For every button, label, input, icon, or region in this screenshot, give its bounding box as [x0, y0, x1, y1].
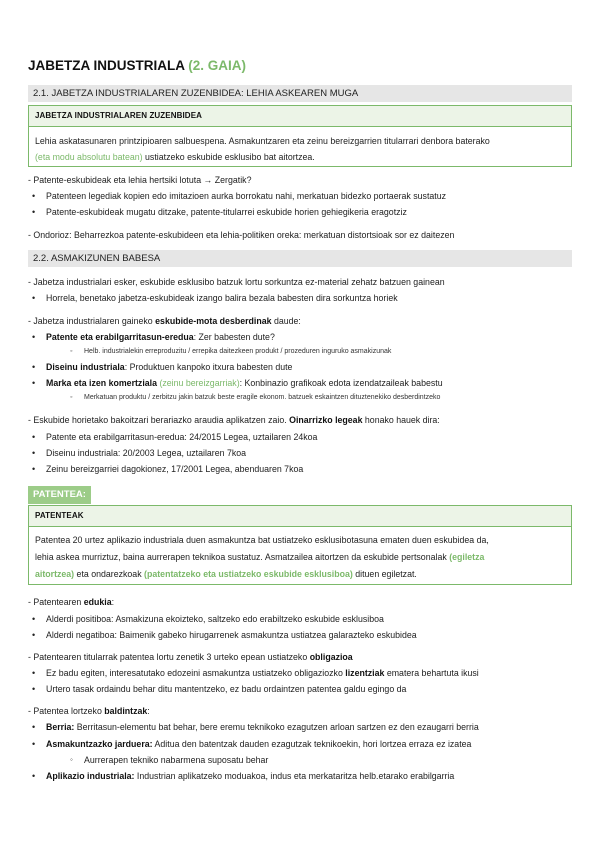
- page-title: [28, 58, 246, 73]
- list-item: • Horrela, benetako jabetza-eskubideak izango balira bezala babesten dira sorkuntza horiek: [46, 292, 398, 304]
- types-pre: - Jabetza industrialaren gaineko: [28, 316, 156, 326]
- list-item: [46, 738, 471, 750]
- b2-rest: Aditua den batentzak dauden ezagutzak teknikoekin, hori lortzea erraza ez izatea: [152, 739, 472, 749]
- definition-line-1: Lehia askatasunaren printzipioaren salbuespena. Asmakuntzaren eta zeinu bereizgarrien titularrari denbora baterako: [35, 136, 490, 146]
- sub-list-item: ◦ Merkatuan produktu / zerbitzu jakin batzuk beste eragile ekonom. batzuek eskaintzen dituztenekiko desberdintzeko: [84, 393, 440, 403]
- list-item: [46, 721, 479, 733]
- oblig-b1-bold: lizentziak: [345, 668, 385, 678]
- patent-def-text: dituen egiletzat.: [352, 569, 417, 579]
- title-accent: (2. GAIA): [188, 58, 247, 73]
- list-item: • Zeinu bereizgarriei dagokionez, 17/2001 Legea, abenduaren 7koa: [46, 463, 303, 475]
- type3-highlight: (zeinu bereizgarriak): [157, 378, 240, 388]
- b1-rest: Berritasun-elementu bat behar, bere eremu teknikoko ezagutzen arloan sartzen ez den ezaugarri berria: [74, 722, 479, 732]
- intro-line: - Jabetza industrialari esker, eskubide esklusibo batzuk lortu sorkuntza ez-material zehatz batzuen gainean: [28, 277, 445, 287]
- definition-rest: ustiatzeko eskubide esklusibo bat aitortzea.: [142, 151, 315, 162]
- laws-post: honako hauek dira:: [362, 415, 440, 425]
- definition-box-body: [29, 127, 571, 171]
- edukia-line: [28, 596, 114, 608]
- oblig-bold: obligazioa: [309, 652, 353, 662]
- question-line: - Patente-eskubideak eta lehia hertsiki lotuta → Zergatik?: [28, 175, 252, 185]
- section-2-1-heading: 2.1. JABETZA INDUSTRIALAREN ZUZENBIDEA: LEHIA ASKEAREN MUGA: [28, 85, 572, 102]
- patent-def-highlight: (egiletza: [449, 552, 485, 562]
- conclusion-line: - Ondorioz: Beharrezkoa patente-eskubideen eta lehia-politiken oreka: merkatuan distortsioak sor ez daitezen: [28, 230, 455, 240]
- baldintzak-bold: baldintzak: [104, 706, 148, 716]
- patent-def-highlight: aitortzea): [35, 569, 75, 579]
- definition-highlight: (eta modu absolutu batean): [35, 151, 143, 162]
- sub-list-item: ◦ Aurrerapen tekniko nabarmena suposatu behar: [84, 754, 268, 766]
- section-2-2-heading: 2.2. ASMAKIZUNEN BABESA: [28, 250, 572, 267]
- patent-def-line-3: [35, 566, 565, 583]
- definition-box-zuzenbidea: [28, 105, 572, 167]
- edukia-pre: - Patentearen: [28, 597, 84, 607]
- patent-def-line-1: Patentea 20 urtez aplikazio industriala duen asmakuntza bat ustiatzeko esklusibotasuna ematen duen eskubidea da,: [35, 535, 489, 545]
- patent-def-line-2: [35, 549, 565, 566]
- type3-bold: Marka eta izen komertziala: [46, 378, 157, 388]
- list-item: • Patenteen legediak kopien edo imitazioen aurka borrokatu nahi, merkatuan bidezko portaerak sustatuz: [46, 190, 446, 202]
- patentea-tag: PATENTEA:: [28, 486, 91, 504]
- definition-box-body: [29, 527, 571, 589]
- definition-box-patenteak: [28, 505, 572, 585]
- laws-line: [28, 414, 440, 426]
- baldintzak-line: [28, 705, 150, 717]
- sub-list-item: ◦ Helb. industrialekin erreproduzitu / errepika daitezkeen produkt / prozeduren inguruko asmakizunak: [84, 347, 391, 357]
- b3-bold: Aplikazio industriala:: [46, 771, 135, 781]
- oblig-pre: - Patentearen titularrak patentea lortu zenetik 3 urteko epean ustiatzeko: [28, 652, 310, 662]
- types-post: daude:: [271, 316, 301, 326]
- b1-bold: Berria:: [46, 722, 75, 732]
- list-item: • Patente-eskubideak mugatu ditzake, patente-titularrei eskubide horien gehiegikeria eragotziz: [46, 206, 407, 218]
- list-item: [46, 667, 479, 679]
- baldintzak-pre: - Patentea lortzeko: [28, 706, 105, 716]
- patent-def-text: lehia askea murriztuz, baina aurrerapen teknikoa sustatuz. Asmatzailea aitortzen da eskubide pertsonalak: [35, 552, 450, 562]
- obligazioa-line: [28, 651, 353, 663]
- oblig-b1-post: ematera behartuta ikusi: [384, 668, 479, 678]
- oblig-b1-pre: Ez badu egiten, interesatutako edozeini asmakuntza ustiatzeko obligaziozko: [46, 668, 346, 678]
- b3-rest: Industrian aplikatzeko moduakoa, indus eta merkataritza helb.etarako erabilgarria: [134, 771, 455, 781]
- type2-bold: Diseinu industriala: [46, 362, 125, 372]
- list-item: [46, 331, 275, 343]
- type2-rest: : Produktuen kanpoko itxura babesten dute: [124, 362, 293, 372]
- laws-pre: - Eskubide horietako bakoitzari berariazko araudia aplikatzen zaio.: [28, 415, 290, 425]
- edukia-bold: edukia: [83, 597, 112, 607]
- type1-bold: Patente eta erabilgarritasun-eredua: [46, 332, 194, 342]
- b2-bold: Asmakuntzazko jarduera:: [46, 739, 153, 749]
- laws-bold: Oinarrizko legeak: [289, 415, 363, 425]
- definition-box-title: JABETZA INDUSTRIALAREN ZUZENBIDEA: [29, 106, 571, 127]
- title-main: JABETZA INDUSTRIALA: [28, 58, 185, 73]
- list-item: • Diseinu industriala: 20/2003 Legea, uztailaren 7koa: [46, 447, 246, 459]
- list-item: • Alderdi negatiboa: Baimenik gabeko hirugarrenek asmakuntza ustiatzea galarazteko eskubidea: [46, 629, 417, 641]
- type1-rest: : Zer babesten dute?: [193, 332, 275, 342]
- definition-line-2: [35, 150, 565, 166]
- list-item: • Alderdi positiboa: Asmakizuna ekoizteko, saltzeko edo erabiltzeko eskubide esklusiboa: [46, 613, 384, 625]
- list-item: [46, 361, 292, 373]
- types-line: [28, 315, 301, 327]
- type3-rest: : Konbinazio grafikoak edota izendatzaileak babestu: [239, 378, 443, 388]
- list-item: • Urtero tasak ordaindu behar ditu mantentzeko, ez badu ordaintzen patentea galdu egingo da: [46, 683, 406, 695]
- list-item: • Patente eta erabilgarritasun-eredua: 24/2015 Legea, uztailaren 24koa: [46, 431, 317, 443]
- baldintzak-post: :: [147, 706, 150, 716]
- definition-box-title: PATENTEAK: [29, 506, 571, 527]
- list-item: [46, 770, 454, 782]
- types-bold: eskubide-mota desberdinak: [155, 316, 272, 326]
- patent-def-text: eta ondarezkoak: [74, 569, 145, 579]
- edukia-post: :: [111, 597, 115, 607]
- list-item: [46, 377, 443, 389]
- patent-def-highlight: (patentatzeko eta ustiatzeko eskubide esklusiboa): [144, 569, 353, 579]
